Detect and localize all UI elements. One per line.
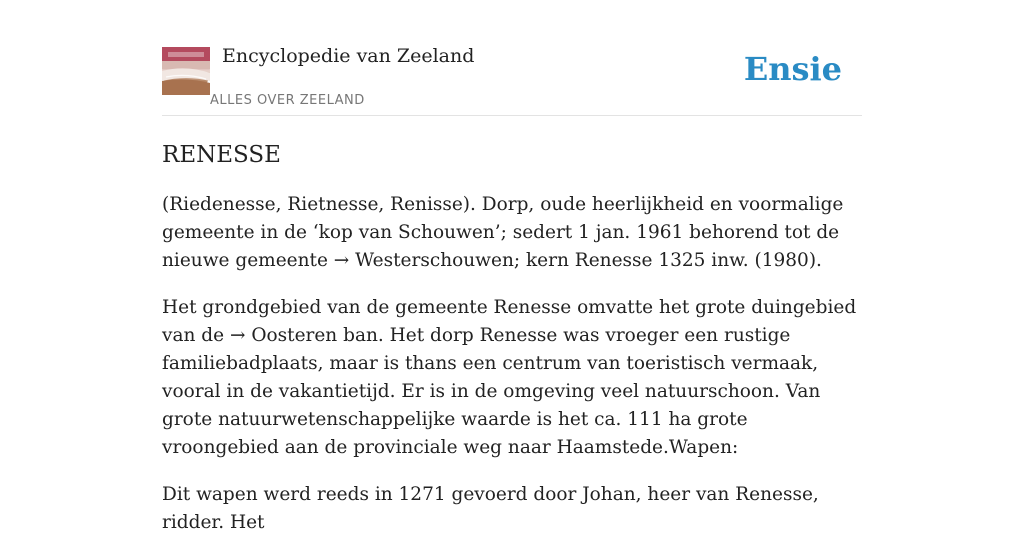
ensie-logo-link[interactable]: Ensie xyxy=(743,50,842,88)
site-header xyxy=(162,0,862,116)
article-paragraph-3: Dit wapen werd reeds in 1271 gevoerd door Johan, heer van Renesse, ridder. Het xyxy=(162,484,819,533)
site-tagline: ALLES OVER ZEELAND xyxy=(210,93,365,108)
article-paragraph-1 xyxy=(162,191,862,275)
article-title: RENESSE xyxy=(162,142,281,168)
article xyxy=(162,140,862,556)
site-title[interactable]: Encyclopedie van Zeeland xyxy=(222,45,475,67)
link-westerschouwen[interactable]: → Westerschouwen xyxy=(333,250,514,271)
link-oosteren-ban[interactable]: → Oosteren ban xyxy=(229,325,378,346)
site-avatar[interactable] xyxy=(162,47,210,95)
paragraph-text: ; kern Renesse 1325 inw. (1980). xyxy=(513,250,822,271)
paragraph-text: (Riedenesse, Rietnesse, Renisse). Dorp, oude heerlijkheid en voormalige gemeente in de ‘kop van Schouwen’; sedert 1 jan. 1961 behorend tot de nieuwe gemeente xyxy=(162,194,844,271)
paragraph-text: Het grondgebied van de gemeente Renesse omvatte het grote duingebied van de xyxy=(162,297,857,346)
paragraph-text: . Het dorp Renesse was vroeger een rustige familiebadplaats, maar is thans een centrum van toeristisch vermaak, vooral in de vakantietijd. Er is in de omgeving veel natuurschoon. Van grote natuurwetenschappelijke waarde is het ca. 111 ha grote vroongebied aan de provinciale weg naar Haamstede.Wapen: xyxy=(162,325,821,458)
article-paragraph-2 xyxy=(162,294,862,462)
avatar-image xyxy=(162,47,210,95)
